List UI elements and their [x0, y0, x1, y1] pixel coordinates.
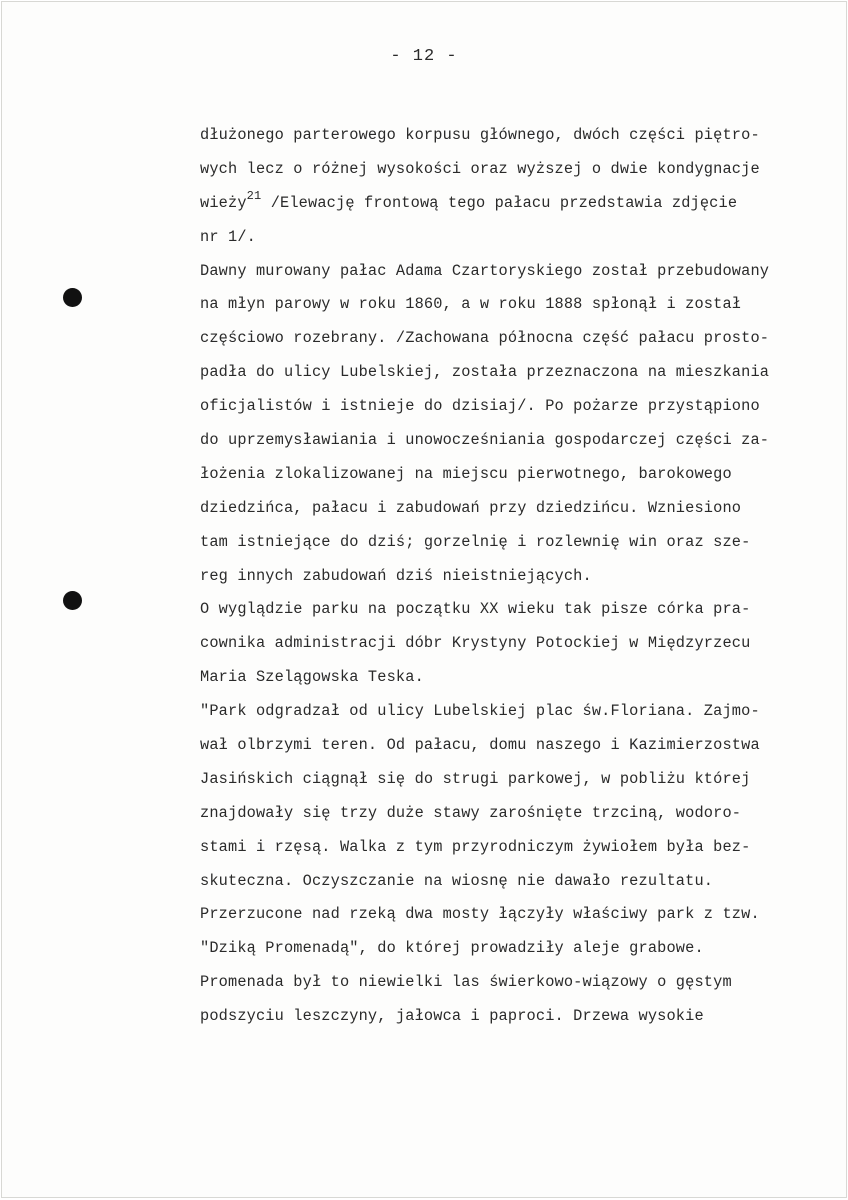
text-line: skuteczna. Oczyszczanie na wiosnę nie dawało rezultatu.: [200, 871, 714, 890]
text-line: reg innych zabudowań dziś nieistniejących.: [200, 566, 592, 585]
text-line: Maria Szelągowska Teska.: [200, 668, 424, 687]
text-line: wych lecz o różnej wysokości oraz wyższej o dwie kondygnacje: [200, 159, 760, 178]
text-fragment: wieży: [200, 193, 247, 212]
text-line: tam istniejące do dziś; gorzelnię i rozlewnię win oraz sze-: [200, 532, 751, 551]
text-line: cownika administracji dóbr Krystyny Potockiej w Międzyrzecu: [200, 634, 751, 653]
text-fragment: /Elewację frontową tego pałacu przedstawia zdjęcie: [261, 193, 738, 212]
text-line: wał olbrzymi teren. Od pałacu, domu naszego i Kazimierzostwa: [200, 736, 760, 755]
text-line: nr 1/.: [200, 227, 256, 246]
text-line: stami i rzęsą. Walka z tym przyrodniczym żywiołem była bez-: [200, 837, 751, 856]
footnote-marker: 21: [246, 188, 262, 203]
text-line: Promenada był to niewielki las świerkowo-wiązowy o gęstym: [200, 973, 732, 992]
text-line: Jasińskich ciągnął się do strugi parkowej, w pobliżu której: [200, 769, 751, 788]
text-line: na młyn parowy w roku 1860, a w roku 1888 spłonął i został: [200, 295, 742, 314]
text-line: częściowo rozebrany. /Zachowana północna część pałacu prosto-: [200, 329, 770, 348]
body-text: [200, 119, 820, 1034]
text-line: znajdowały się trzy duże stawy zarośnięte trzciną, wodoro-: [200, 803, 742, 822]
text-line: O wyglądzie parku na początku XX wieku tak pisze córka pra-: [200, 600, 751, 619]
text-line: oficjalistów i istnieje do dzisiaj/. Po pożarze przystąpiono: [200, 397, 760, 416]
text-line-with-footnote: [200, 187, 820, 221]
text-line: Dawny murowany pałac Adama Czartoryskiego został przebudowany: [200, 261, 770, 280]
text-line: podszyciu leszczyny, jałowca i paproci. Drzewa wysokie: [200, 1007, 704, 1026]
text-line: Przerzucone nad rzeką dwa mosty łączyły właściwy park z tzw.: [200, 905, 760, 924]
text-line: "Dziką Promenadą", do której prowadziły aleje grabowe.: [200, 939, 704, 958]
text-line: łożenia zlokalizowanej na miejscu pierwotnego, barokowego: [200, 464, 732, 483]
punch-hole-lower: [63, 591, 82, 610]
document-page: [1, 1, 847, 1198]
text-line: padła do ulicy Lubelskiej, została przeznaczona na mieszkania: [200, 363, 770, 382]
text-line: dłużonego parterowego korpusu głównego, dwóch części piętro-: [200, 126, 760, 144]
text-line: dziedzińca, pałacu i zabudowań przy dziedzińcu. Wzniesiono: [200, 498, 742, 517]
text-line: "Park odgradzał od ulicy Lubelskiej plac św.Floriana. Zajmo-: [200, 702, 760, 721]
text-line: do uprzemysławiania i unowocześniania gospodarczej części za-: [200, 431, 770, 450]
page-number: - 12 -: [390, 47, 458, 66]
punch-hole-upper: [63, 288, 82, 307]
